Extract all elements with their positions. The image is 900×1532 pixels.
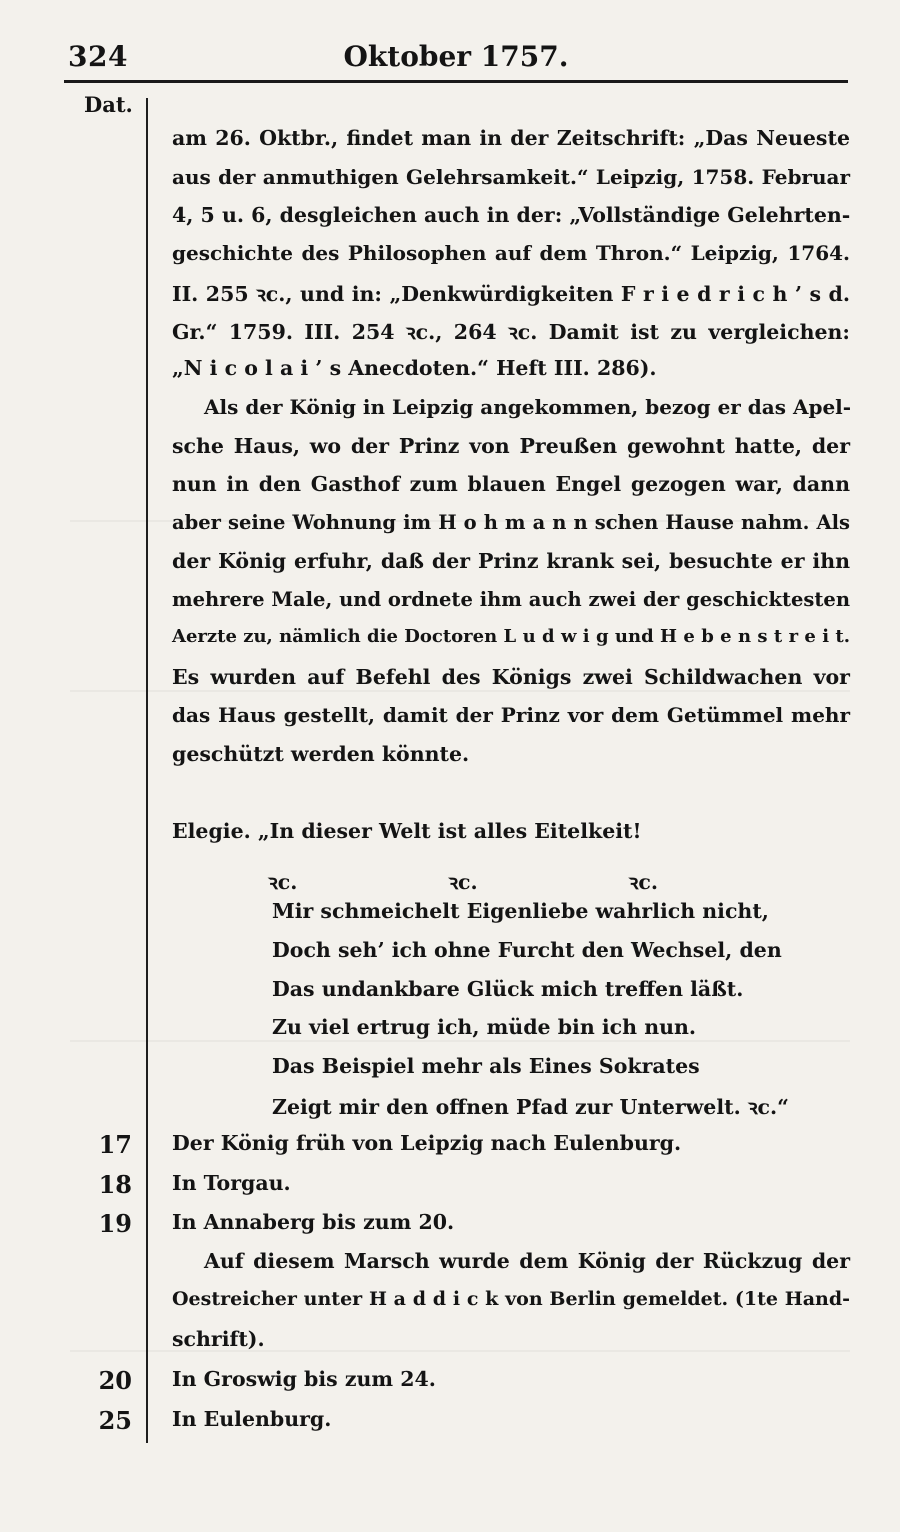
bleed-through-line bbox=[70, 690, 850, 692]
verse-line: Doch seh’ ich ohne Furcht den Wechsel, den bbox=[272, 938, 782, 962]
text-line: Es wurden auf Befehl des Königs zwei Schildwachen vor bbox=[172, 665, 850, 689]
text-line: schrift). bbox=[172, 1327, 265, 1351]
etc-mark: ꝛc. bbox=[448, 870, 478, 894]
page-header bbox=[64, 38, 848, 83]
text-line: Gr.“ 1759. III. 254 ꝛc., 264 ꝛc. Damit ist zu vergleichen: bbox=[172, 320, 850, 344]
bleed-through-line bbox=[70, 1040, 850, 1042]
entry-line: Der König früh von Leipzig nach Eulenburg. bbox=[172, 1131, 682, 1155]
text-line: aber seine Wohnung im H o h m a n n schen Hause nahm. Als bbox=[172, 511, 850, 534]
text-line: geschützt werden könnte. bbox=[172, 742, 470, 766]
date-18: 18 bbox=[98, 1170, 132, 1199]
text-line: sche Haus, wo der Prinz von Preußen gewohnt hatte, der bbox=[172, 434, 850, 458]
text-line: am 26. Oktbr., findet man in der Zeitschrift: „Das Neueste bbox=[172, 126, 850, 150]
etc-mark: ꝛc. bbox=[268, 870, 298, 894]
verse-line: Das undankbare Glück mich treffen läßt. bbox=[272, 977, 744, 1001]
date-19: 19 bbox=[98, 1209, 132, 1238]
paragraph-start-line: Auf diesem Marsch wurde dem König der Rückzug der bbox=[204, 1249, 850, 1273]
etc-row bbox=[268, 868, 658, 896]
entry-line: In Eulenburg. bbox=[172, 1407, 332, 1431]
paragraph-start-line: Als der König in Leipzig angekommen, bezog er das Apel- bbox=[204, 395, 852, 419]
text-line: „N i c o l a i ’ s Anecdoten.“ Heft III. 286). bbox=[172, 356, 657, 380]
page-number: 324 bbox=[68, 40, 128, 73]
running-head: Oktober 1757. bbox=[343, 40, 569, 73]
date-17: 17 bbox=[98, 1130, 132, 1159]
etc-mark: ꝛc. bbox=[628, 870, 658, 894]
text-line: geschichte des Philosophen auf dem Thron.“ Leipzig, 1764. bbox=[172, 241, 850, 265]
entry-line: In Torgau. bbox=[172, 1171, 291, 1195]
text-line: nun in den Gasthof zum blauen Engel gezogen war, dann bbox=[172, 472, 850, 496]
entry-line: In Groswig bis zum 24. bbox=[172, 1367, 436, 1391]
verse-line: Mir schmeichelt Eigenliebe wahrlich nicht, bbox=[272, 899, 769, 923]
text-line: II. 255 ꝛc., und in: „Denkwürdigkeiten F r i e d r i c h ’ s d. bbox=[172, 282, 850, 306]
entry-line: In Annaberg bis zum 20. bbox=[172, 1210, 455, 1234]
verse-line: Das Beispiel mehr als Eines Sokrates bbox=[272, 1054, 700, 1078]
elegy-title-line: Elegie. „In dieser Welt ist alles Eitelkeit! bbox=[172, 819, 642, 843]
text-line: der König erfuhr, daß der Prinz krank sei, besuchte er ihn bbox=[172, 549, 850, 573]
text-line: 4, 5 u. 6, desgleichen auch in der: „Vollständige Gelehrten- bbox=[172, 203, 851, 227]
text-line: Aerzte zu, nämlich die Doctoren L u d w i g und H e b e n s t r e i t. bbox=[172, 626, 850, 647]
date-25: 25 bbox=[98, 1406, 132, 1435]
date-20: 20 bbox=[98, 1366, 132, 1395]
verse-line: Zeigt mir den offnen Pfad zur Unterwelt. ꝛc.“ bbox=[272, 1095, 789, 1119]
text-line: Oestreicher unter H a d d i c k von Berlin gemeldet. (1te Hand- bbox=[172, 1288, 850, 1310]
date-column-label: Dat. bbox=[84, 92, 133, 117]
text-line: das Haus gestellt, damit der Prinz vor dem Getümmel mehr bbox=[172, 703, 850, 727]
text-line: mehrere Male, und ordnete ihm auch zwei der geschicktesten bbox=[172, 588, 850, 611]
column-rule bbox=[146, 98, 148, 1443]
verse-line: Zu viel ertrug ich, müde bin ich nun. bbox=[272, 1015, 697, 1039]
text-line: aus der anmuthigen Gelehrsamkeit.“ Leipzig, 1758. Februar bbox=[172, 165, 850, 189]
